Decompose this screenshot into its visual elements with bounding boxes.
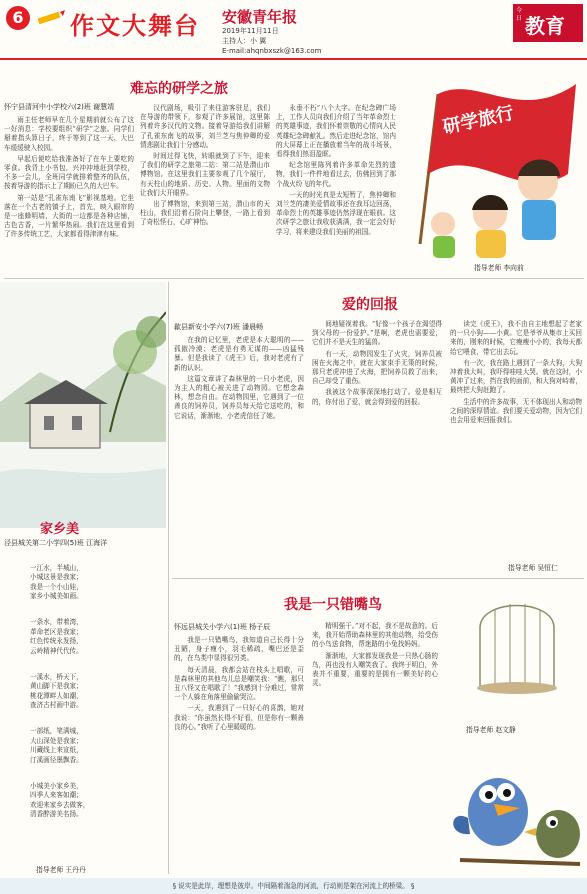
paragraph: 这篇文章讲了森林里的一只小老虎，因为主人的粗心被关进了动物园。它想念森林，想念自由。在动物园里，它遇到了一位善良的饲养员，饲养员每天给它送吃的，和它说话，渐渐地，小老虎信任了她。 xyxy=(174,374,304,420)
section-divider xyxy=(172,578,584,579)
paragraph: 第一站是“孔雀东南飞”影视基地。它坐落在一个古老的镇子上，首先，映入眼帘的是一座蜂明墙，大街的一边都是各种店铺，古色古香，一片繁华热闹。我们在这里看到了许多传统工艺，大家都看得津津有味。 xyxy=(4,193,134,239)
paper-name: 安徽青年报 xyxy=(222,8,298,26)
paragraph: 永垂不朽”八个大字。在纪念碑广场上，工作人员向我们介绍了当年革命烈士的英雄事迹，我们怀着崇敬的心情向人民英雄纪念碑献礼。然后走进纪念馆，馆内的大屏幕上正在播放着当年的战斗场景，看得我们热泪盈眶。 xyxy=(276,104,396,159)
contact-email: E-mail:ahqnbxszk@163.com xyxy=(222,47,322,55)
paragraph: 一天，我遇到了一只好心的喜鹊，她对我说：“你虽然长得不好看，但是你有一颗善良的心。”我听了心里暖暖的。 xyxy=(174,704,304,731)
article3-column-2 xyxy=(312,622,438,862)
brand-small-text: 今日 xyxy=(516,7,523,22)
pencil-icon xyxy=(36,10,66,26)
poem-stanza: 小城美小家乡美， 四季人来客如潮； 欢迎来家乡去做客， 清香醉游美名扬。 xyxy=(30,781,90,818)
column-title: 作文大舞台 xyxy=(70,12,200,40)
paragraph: 在我的记忆里，老虎是本大聪明的——孤傲冷漠；老虎是有勇无谋的——凶猛残暴。但是我读了《虎王》后，我对老虎有了新的认识。 xyxy=(174,336,304,372)
birds-illustration xyxy=(440,738,586,874)
article2-byline: 歙县新安小学六(7)班 潘晨畅 xyxy=(174,323,264,331)
article2-column-2 xyxy=(312,320,442,570)
issue-date: 2019年11月11日 xyxy=(222,27,279,35)
article1-column-1 xyxy=(4,116,134,272)
poem-stanza: 一江水，半城山， 小城这景是我家； 我是一个小山娃， 家乡小城美如画。 xyxy=(30,563,83,600)
paragraph: 每天清晨，我都会站在枝头上唱歌，可是森林里的其他鸟儿总是嘲笑我：“瞧，那只丑八怪又在唱歌了！”我感到十分难过，常常一个人躲在角落里偷偷哭泣。 xyxy=(174,665,304,702)
study-trip-illustration xyxy=(398,64,584,260)
article2-advisor: 指导老师 吴恒仁 xyxy=(508,564,558,572)
paragraph: 有一次，我在路上遇到了一条大狗，大狗冲着我大叫，我吓得哇哇大哭。就在这时，小黄冲了过来，挡在我的面前，和大狗对峙着，最终把大狗赶跑了。 xyxy=(450,358,582,395)
footer-quote: § 说实是此岸，理想是彼岸。中间隔着湍急的河流，行动则是架在河流上的桥梁。 § xyxy=(0,878,587,894)
masthead-meta xyxy=(222,26,321,56)
paragraph: 间地疑视着我。“好像一个孩子在渴望得到父母的一份爱护。”是啊，老虎也需要爱，它们并不是天生的猛兽。 xyxy=(312,320,442,347)
article2-column-3 xyxy=(450,320,582,560)
paragraph: 一天的时光真是太短暂了，焦仲卿和刘兰芝的凄美爱情故事还在我耳边回荡，革命烈士的英雄事迹仍然浮现在眼前。这次研学之旅让我收获满满，我一定会好好学习，将来建设我们美丽的祖国。 xyxy=(276,190,396,236)
paragraph: 早起后便吃给我准备好了在车上要吃的零食。我背上小书包，兴冲冲地赶到学校，不多一会儿，全班同学就排着整齐的队伍，按着导游的指示上了期盼已久的大巴车。 xyxy=(4,154,134,191)
poem-stanza: 一条水，带着湾， 革命老区是我家； 红色传统永发扬， 云岭精神代代传。 xyxy=(30,618,83,655)
paragraph: 雨主任老师早在几个星期前就公布了这一好消息：学校要组织“研学”之旅。同学们掰着指头算日子，终于等到了这一天，大巴车缓缓驶入校园。 xyxy=(4,116,134,152)
paragraph: 纪念馆里陈列着许多革命先烈的遗物，我们一件件地看过去，仿佛回到了那个战火纷飞的年代。 xyxy=(276,161,396,188)
sign-text: 研学旅行 xyxy=(440,102,516,139)
article1-title: 难忘的研学之旅 xyxy=(130,81,228,97)
paragraph: 我被这个故事深深地打动了。爱是相互的，你付出了爱，就会得到爱的回报。 xyxy=(312,388,442,406)
poem-stanza: 一部纸，笔满城， 大山深处是我家； 川藏线上来宣纸， 汀溪画径墨飘香。 xyxy=(30,727,83,764)
article1-column-2 xyxy=(140,104,270,272)
section-divider xyxy=(4,278,584,279)
poem-advisor: 指导老师 王丹丹 xyxy=(36,866,86,874)
poem-title: 家乡美 xyxy=(40,522,80,537)
article1-advisor: 指导老师 李向前 xyxy=(474,264,524,272)
brand-big-text: 教育 xyxy=(525,14,565,38)
birdcage-illustration xyxy=(450,588,584,698)
poem-byline: 泾县城关第二小学四(5)班 江海洋 xyxy=(4,539,108,547)
host-name: 主持人：小 翼 xyxy=(222,37,267,45)
poem-body xyxy=(30,554,140,862)
paragraph: 汉代剧场，吸引了来往游客驻足，我们在导游的带领下，参观了许多展馆，这里陈列着许多汉代的文物。接着导游给我们讲解了孔雀东南飞的故事，刘兰芝与焦仲卿的爱情悲剧让我们十分感动。 xyxy=(140,104,270,149)
paragraph: 有一天，动物园发生了火灾，饲养员被困在火海之中，就在大家束手无策的时候，那只老虎冲进了火海，把饲养员救了出来，自己却受了重伤。 xyxy=(312,349,442,386)
paragraph: 生活中的许多故事，无不体现出人和动物之间的深厚情谊。我们要关爱动物，因为它们也会用爱来回报我们。 xyxy=(450,397,582,425)
article2-column-1 xyxy=(174,336,304,570)
article1-column-3 xyxy=(276,104,396,272)
paragraph: 我是一只错嘴鸟，我知道自己长得十分丑陋，身子瘦小，羽毛稀疏，嘴巴还是歪的，在鸟类中显得很另类。 xyxy=(174,636,304,663)
article3-column-1 xyxy=(174,636,304,872)
poem-stanza: 一溪水，桥天下， 黄山脚下是我家； 桃花潭畔人如潮， 查济古村画中游。 xyxy=(30,672,83,709)
page-number: 6 xyxy=(6,6,30,30)
paragraph: 时间过得飞快，转眼就到了下午，迎来了我们的研学之旅第二站：第二站是潜山市博物馆。在这里我们主要参观了几个展厅，有天柱山的地质、历史、人物。里面的文物让我们大开眼界。 xyxy=(140,152,270,197)
section-brand xyxy=(513,4,583,42)
article3-title: 我是一只错嘴鸟 xyxy=(284,597,382,613)
article2-title: 爱的回报 xyxy=(342,297,398,313)
article3-byline: 怀远县城关小学六(1)班 杨子辰 xyxy=(174,623,271,631)
landscape-illustration xyxy=(0,282,166,528)
paragraph: 出了博物馆，来到第三站，潜山市的天柱山，我们沿着石阶向上攀登，一路上看到了奇松怪石，心旷神怡。 xyxy=(140,200,270,227)
paragraph: 渐渐地，大家都发现我是一只热心肠的鸟，再也没有人嘲笑我了。我终于明白，外表并不重要，重要的是拥有一颗美好的心灵。 xyxy=(312,651,438,688)
paragraph: 精明强干。”对不起，我不是故意的。后来，我开始帮助森林里的其他动物，给受伤的小鸟送食物，帮迷路的小兔找妈妈。 xyxy=(312,622,438,649)
masthead-rule xyxy=(0,58,587,60)
article1-byline: 怀宁县清河中小学校六(2)班 谢慧靖 xyxy=(4,103,115,111)
article3-advisor: 指导老师 赵文静 xyxy=(466,726,516,734)
masthead xyxy=(0,0,587,58)
column-separator xyxy=(168,282,169,874)
paragraph: 读完《虎王》，我不由自主地想起了老家的一只小狗——小黄。它是爷爷从集市上买回来的，刚来的时候，它瘦瘦小小的，我每天都给它喂食，带它出去玩。 xyxy=(450,320,582,356)
